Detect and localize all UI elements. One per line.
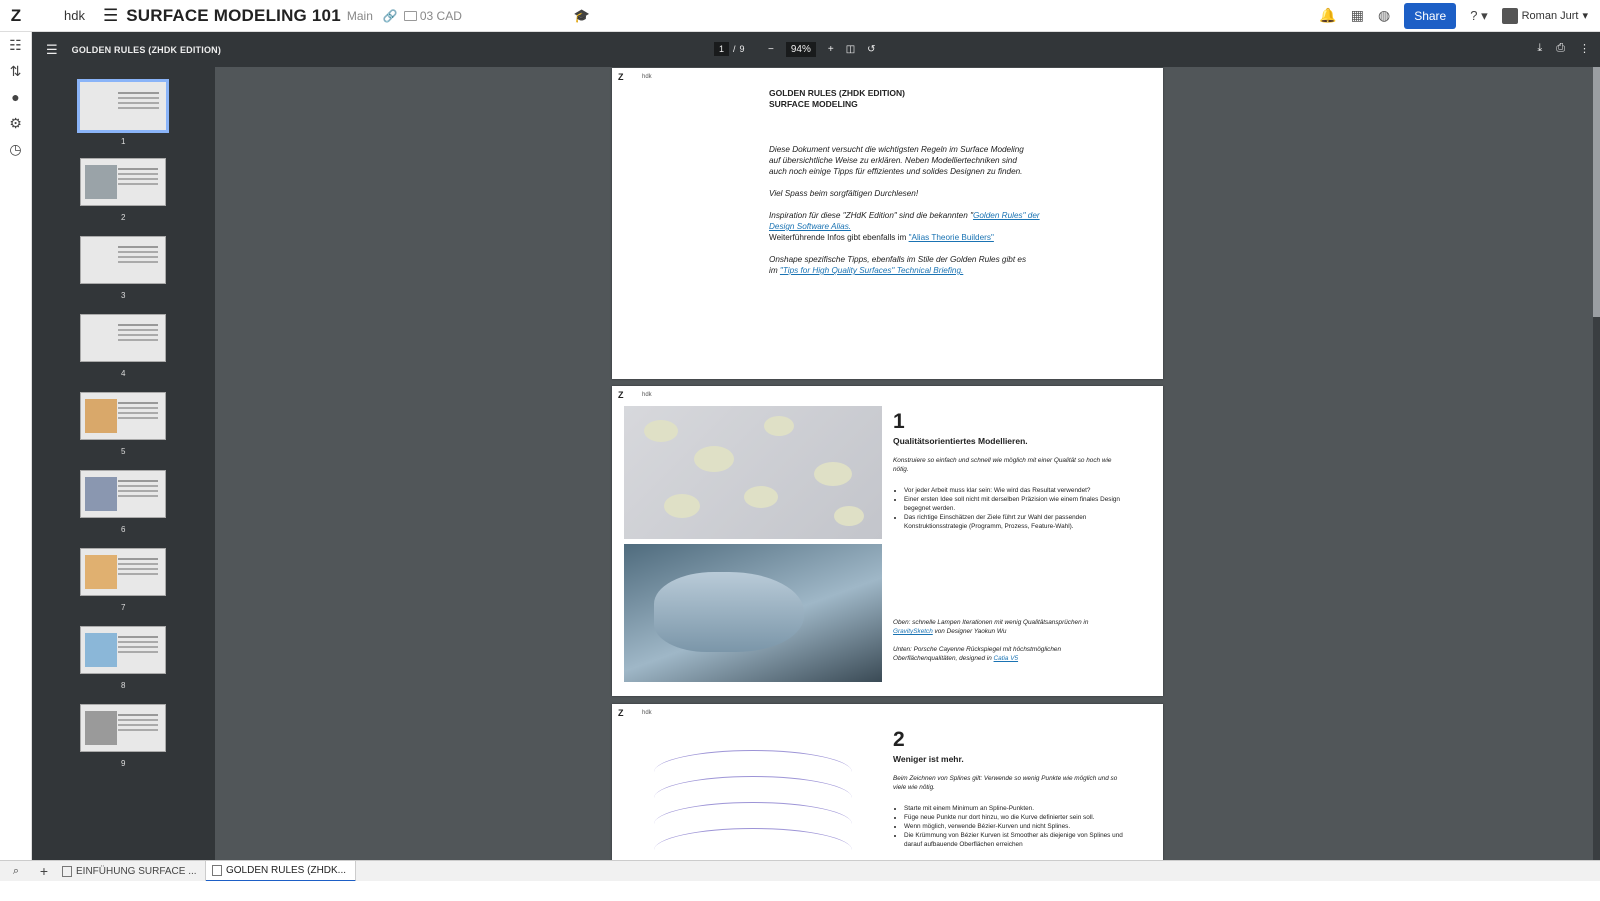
inspiration-paragraph <box>769 210 1059 243</box>
fit-page-icon[interactable]: ◫ <box>845 44 856 55</box>
caption-text: Oben: schnelle Lampen Iterationen mit wenig Qualitätsansprüchen in <box>893 619 1089 626</box>
app-logo[interactable]: Z <box>10 5 22 25</box>
section-intro: Konstruiere so einfach und schnell wie möglich mit einer Qualität so hoch wie nötig. <box>893 457 1112 473</box>
intro-line: Diese Dokument versucht die wichtigsten Regeln im Surface Modeling <box>769 145 1024 154</box>
thumbnail-label: 8 <box>121 681 126 690</box>
list-item: • Wenn möglich, verwende Bézier-Kurven und nicht Splines. <box>904 822 1124 831</box>
globe-icon[interactable]: ◍ <box>1377 7 1391 23</box>
thumb-text-lines <box>118 168 158 170</box>
zoom-level[interactable]: 94% <box>786 42 816 57</box>
intro-line: auch noch einige Tipps für effizientes und solides Designen zu finden. <box>769 167 1023 176</box>
lamp-shape <box>644 420 678 442</box>
page-logo: Z <box>618 708 624 718</box>
thumbnail-page[interactable] <box>80 704 166 752</box>
apps-icon[interactable]: ▦ <box>1350 7 1364 23</box>
thumb-text-lines <box>118 402 158 404</box>
golden-rules-link[interactable]: Golden Rules" der Design Software Alias. <box>769 211 1040 231</box>
heading-line-2: SURFACE MODELING <box>769 99 858 109</box>
onshape-text: Onshape spezifische Tipps, ebenfalls im Stile der Golden Rules gibt es <box>769 255 1027 264</box>
enjoy-line: Viel Spass beim sorgfältigen Durchlesen! <box>769 189 919 198</box>
tab-bar <box>0 860 1600 881</box>
thumbnail-label: 3 <box>121 291 126 300</box>
top-bar <box>0 0 1600 32</box>
rotate-icon[interactable]: ↺ <box>867 44 876 55</box>
section-intro: Beim Zeichnen von Splines gilt: Verwende so wenig Punkte wie möglich und so viele wie nötig. <box>893 775 1118 791</box>
share-button[interactable]: Share <box>1404 3 1456 29</box>
brand-label: hdk <box>64 8 85 23</box>
topbar-right <box>1319 3 1600 29</box>
thumb-text-lines <box>118 92 159 94</box>
lamp-shape <box>764 416 794 436</box>
download-icon[interactable]: ⤓ <box>1537 42 1543 54</box>
thumb-text-lines <box>118 636 158 638</box>
pdf-icon <box>212 865 222 876</box>
heading-line-1: GOLDEN RULES (ZHDK EDITION) <box>769 88 905 98</box>
onshape-text-2: im <box>769 266 780 275</box>
tips-link[interactable]: "Tips for High Quality Surfaces" Technical Briefing. <box>779 266 964 275</box>
thumbnail-label: 2 <box>121 213 126 222</box>
viewer-actions <box>1537 42 1590 55</box>
tab-golden-rules[interactable] <box>206 861 356 882</box>
alias-theory-link[interactable]: "Alias Theorie Builders" <box>908 233 994 242</box>
thumb-text-lines <box>118 324 158 326</box>
list-item: • Starte mit einem Minimum an Spline-Punkten. <box>904 804 1124 813</box>
thumbnail-label: 6 <box>121 525 126 534</box>
tab-label: EINFÜHUNG SURFACE ... <box>76 865 197 877</box>
thumbnail-page[interactable] <box>77 79 169 133</box>
pdf-icon <box>62 866 72 877</box>
lamp-shape <box>834 506 864 526</box>
add-feature-icon[interactable]: ⇅ <box>9 63 22 79</box>
help-label: ? <box>1470 7 1478 23</box>
bottom-margin <box>0 881 1600 901</box>
feature-list-icon[interactable]: ☷ <box>9 37 22 53</box>
thumbnail-page[interactable] <box>80 236 166 284</box>
pdf-page-3 <box>612 704 1163 880</box>
zoom-in-icon[interactable]: + <box>827 44 834 55</box>
spline-curve <box>654 776 852 798</box>
page-brand: hdk <box>642 392 652 398</box>
menu-icon[interactable]: ☰ <box>102 5 119 25</box>
page-indicator <box>714 42 745 56</box>
thumb-image <box>85 555 117 590</box>
user-menu[interactable]: Roman Jurt ▾ <box>1502 8 1588 24</box>
list-item: • Das richtige Einschätzen der Ziele führt zur Wahl der passenden Konstruktionsstrategie (Programm, Prozess, Feature-Wahl). <box>904 513 1124 531</box>
spline-curve <box>654 802 852 824</box>
lamp-shape <box>814 462 852 486</box>
lamp-shape <box>744 486 778 508</box>
viewer-toolbar <box>32 32 1600 67</box>
spline-curve <box>654 750 852 772</box>
thumbnail-sidebar <box>32 67 215 880</box>
tab-label: GOLDEN RULES (ZHDK... <box>226 864 347 876</box>
scrollbar-thumb[interactable] <box>1593 67 1600 317</box>
list-item: • Die Krümmung von Bézier Kurven ist Smoother als diejenige von Splines und darauf aufbauende Oberflächen erreichen <box>904 831 1124 849</box>
thumb-image <box>85 399 117 434</box>
viewer-menu-icon[interactable]: ☰ <box>46 41 58 57</box>
thumbnail-label: 7 <box>121 603 126 612</box>
page-total: 9 <box>739 44 745 54</box>
thumb-image <box>85 477 117 512</box>
section-title: Qualitätsorientiertes Modellieren. <box>893 436 1028 446</box>
page-logo: Z <box>618 72 624 82</box>
thumb-text-lines <box>118 246 158 248</box>
lamp-shape <box>694 446 734 472</box>
education-icon[interactable]: 🎓 <box>573 7 591 23</box>
page-brand: hdk <box>642 710 652 716</box>
page-logo: Z <box>618 390 624 400</box>
folder-icon <box>404 11 417 21</box>
add-tab-icon[interactable]: + <box>39 863 49 879</box>
pdf-page-1 <box>612 68 1163 379</box>
list-item: • Füge neue Punkte nur dort hinzu, wo die Kurve definierter sein soll. <box>904 813 1124 822</box>
caption-text: von Designer Yaokun Wu <box>932 628 1007 635</box>
thumbnail-page[interactable] <box>80 548 166 596</box>
tab-einfuehrung[interactable] <box>56 861 206 882</box>
page-input[interactable]: 1 <box>714 42 729 56</box>
thumbnail-label: 5 <box>121 447 126 456</box>
branch-label[interactable]: Main <box>346 8 373 23</box>
print-icon[interactable]: ⎙ <box>1556 42 1565 54</box>
thumb-text-lines <box>118 480 158 482</box>
mirror-shape <box>654 572 804 652</box>
caption-top <box>893 618 1108 636</box>
thumbnail-page[interactable] <box>80 158 166 206</box>
caption-text: Unten: Porsche Cayenne Rückspiegel mit höchstmöglichen Oberflächenqualitäten, designed in <box>893 646 1062 662</box>
viewer-scrollbar[interactable] <box>1593 67 1600 880</box>
thumbnail-page[interactable] <box>80 626 166 674</box>
section-title: Weniger ist mehr. <box>893 754 964 764</box>
bullet-list <box>904 486 1124 531</box>
folder-label: 03 CAD <box>419 8 462 23</box>
thumbnail-label: 9 <box>121 759 126 768</box>
onshape-paragraph <box>769 254 1059 276</box>
folder-breadcrumb[interactable] <box>404 9 462 23</box>
catia-link[interactable]: Catia V5 <box>993 655 1019 662</box>
caption-bottom <box>893 645 1108 663</box>
gravitysketch-link[interactable]: GravitySketch <box>893 628 933 635</box>
document-title[interactable]: SURFACE MODELING 101 <box>126 5 341 25</box>
thumbnail-page[interactable] <box>80 392 166 440</box>
viewer-title: GOLDEN RULES (ZHDK EDITION) <box>71 44 222 55</box>
thumbnail-page[interactable] <box>80 470 166 518</box>
list-item: • Vor jeder Arbeit muss klar sein: Wie wird das Resultat verwendet? <box>904 486 1124 495</box>
pdf-page-2 <box>612 386 1163 696</box>
section-number: 2 <box>893 728 905 751</box>
notifications-icon[interactable]: 🔔 <box>1319 7 1337 23</box>
link-icon[interactable]: 🔗 <box>382 8 398 23</box>
avatar <box>1502 8 1518 24</box>
comment-icon[interactable]: ● <box>11 89 20 105</box>
lamp-iterations-image <box>624 406 882 539</box>
pdf-viewer <box>32 32 1600 880</box>
parts-icon[interactable]: ⚙ <box>9 115 22 131</box>
timer-icon[interactable]: ◷ <box>9 141 22 157</box>
mirror-image <box>624 544 882 682</box>
zoom-out-icon[interactable]: − <box>768 44 774 55</box>
section-number: 1 <box>893 410 905 433</box>
bullet-list <box>904 804 1124 849</box>
more-info-text: Weiterführende Infos gibt ebenfalls im <box>769 233 909 242</box>
thumbnail-label: 4 <box>121 369 126 378</box>
left-rail <box>0 32 32 880</box>
list-item: • Einer ersten Idee soll nicht mit derselben Präzision wie einem finales Design begegnet werden. <box>904 495 1124 513</box>
zoom-controls <box>768 42 876 57</box>
thumb-image <box>85 711 117 746</box>
thumbnail-page[interactable] <box>80 314 166 362</box>
search-tabs-icon[interactable]: ⌕ <box>12 864 20 877</box>
thumb-text-lines <box>118 558 158 560</box>
thumbnail-label: 1 <box>121 137 126 146</box>
thumb-image <box>85 633 117 668</box>
page-separator: / <box>733 44 736 54</box>
page-heading <box>769 88 905 110</box>
more-icon[interactable]: ⋮ <box>1579 43 1590 55</box>
intro-paragraph <box>769 144 1059 177</box>
inspiration-text: Inspiration für diese "ZHdK Edition" sind die bekannten " <box>769 211 973 220</box>
thumb-text-lines <box>118 714 158 716</box>
thumb-image <box>85 165 117 200</box>
page-brand: hdk <box>642 74 652 80</box>
help-icon[interactable]: ? ▾ <box>1470 7 1488 23</box>
user-name: Roman Jurt <box>1521 9 1579 22</box>
spline-curve <box>654 828 852 850</box>
intro-line: auf übersichtliche Weise zu erklären. Neben Modelliertechniken sind <box>769 156 1017 165</box>
lamp-shape <box>664 494 700 518</box>
more-info-line <box>769 232 1059 243</box>
